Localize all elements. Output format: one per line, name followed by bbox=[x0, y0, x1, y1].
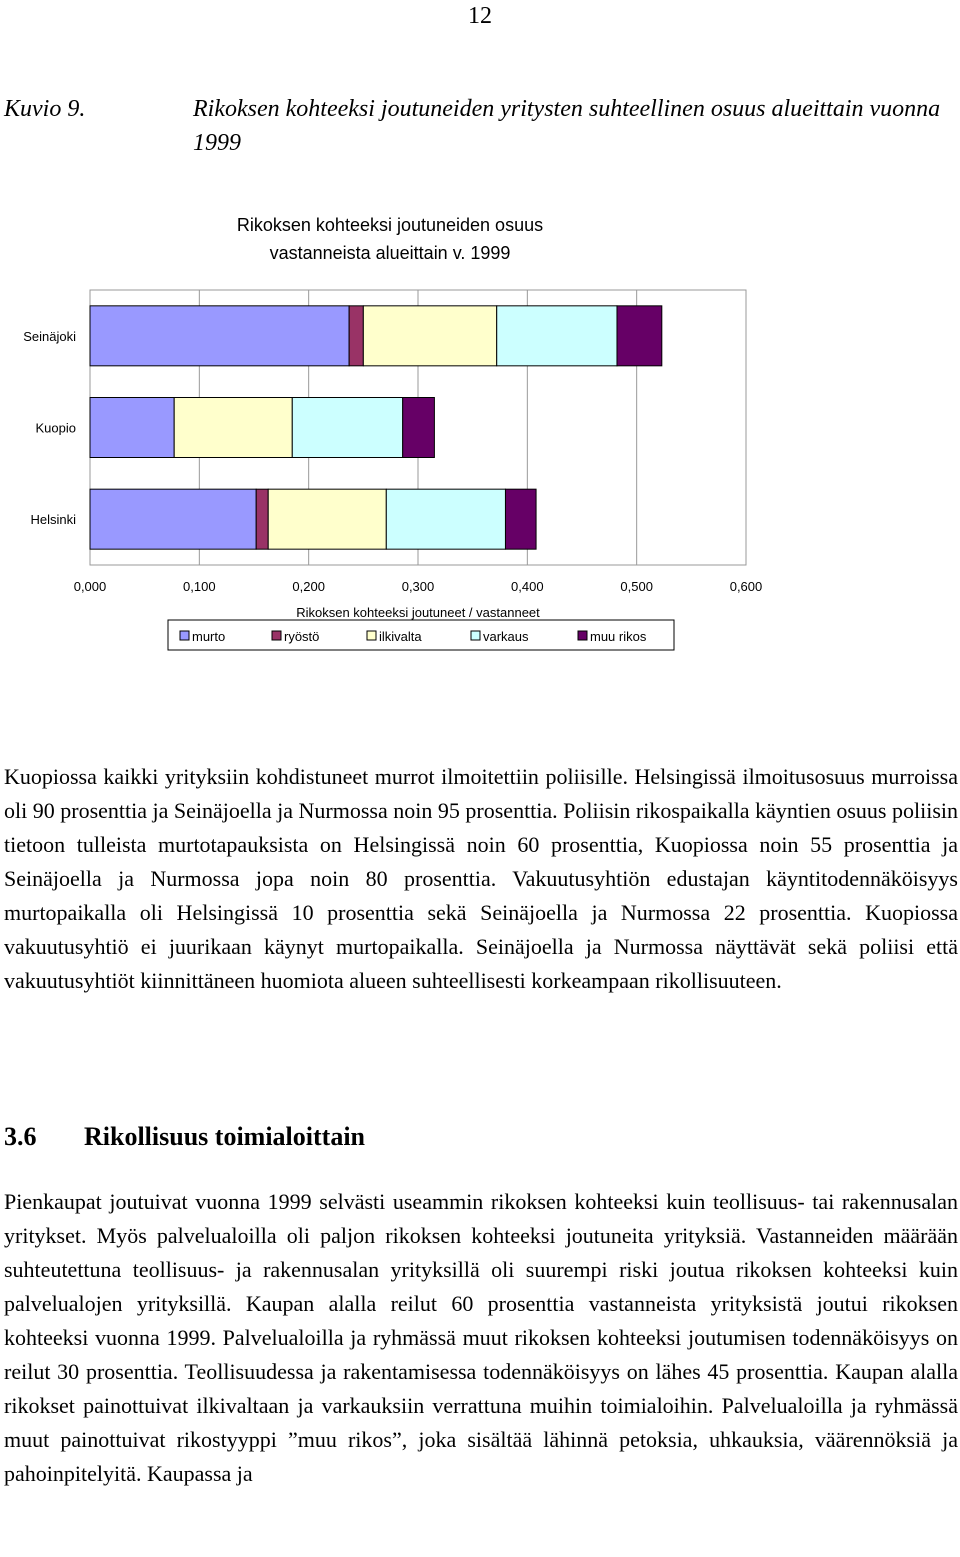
category-label: Seinäjoki bbox=[23, 328, 76, 344]
body-paragraph-2: Pienkaupat joutuivat vuonna 1999 selvästi useammin rikoksen kohteeksi kuin teollisuus- tai rakennusalan yritykset. Myös palvelualoilla oli paljon rikoksen kohteeksi joutuneita yrityksiä. Vastanneiden määrään suhteutettuna teollisuus- ja rakennusalan yrityksillä oli suurempi riski joutua rikoksen kohteeksi kuin palvelualojen yrityksillä. Kaupan alalla reilut 60 prosenttia vastanneista yrityksistä joutui rikoksen kohteeksi vuonna 1999. Palvelualoilla ja ryhmässä muut rikoksen kohteeksi joutumisen todennäköisyys on reilut 30 prosenttia. Teollisuudessa ja rakentamisessa todennäköisyys on lähes 45 prosenttia. Kaupan alalla rikokset painottuivat ilkivaltaan ja varkauksiin verrattuna muihin toimialoihin. Palvelualoilla ja ryhmässä muut painottuivat rikostyyppi ”muu rikos”, joka sisältää lähinnä petoksia, uhkauksia, väärennöksiä ja pahoinpitelyitä. Kaupassa ja bbox=[4, 1189, 958, 1486]
x-tick-label: 0,100 bbox=[183, 579, 216, 594]
legend-label: murto bbox=[192, 629, 226, 644]
x-tick-label: 0,500 bbox=[620, 579, 653, 594]
x-tick-label: 0,400 bbox=[511, 579, 544, 594]
bar-segment bbox=[363, 306, 496, 366]
bar-segment bbox=[349, 306, 363, 366]
legend-swatch bbox=[578, 631, 587, 640]
legend-label: ilkivalta bbox=[379, 629, 422, 644]
bar-segment bbox=[617, 306, 662, 366]
bar-segment bbox=[497, 306, 617, 366]
bar-segment bbox=[90, 489, 256, 549]
page-number: 12 bbox=[468, 3, 492, 29]
bar-segment bbox=[268, 489, 386, 549]
chart-title-line: vastanneista alueittain v. 1999 bbox=[269, 243, 511, 263]
category-label: Kuopio bbox=[35, 420, 76, 436]
bar-segment bbox=[386, 489, 505, 549]
legend-swatch bbox=[471, 631, 480, 640]
body-paragraph-1: Kuopiossa kaikki yrityksiin kohdistuneet murrot ilmoitettiin poliisille. Helsingissä ilmoitusosuus murroissa oli 90 prosenttia ja Seinäjoella ja Nurmossa noin 95 prosenttia. Poliisin rikospaikalla käyntien osuus poliisin tietoon tulleista murtotapauksista on Helsingissä noin 60 prosenttia, Kuopiossa noin 55 prosenttia ja Seinäjoella ja Nurmossa jopa noin 80 prosenttia. Vakuutusyhtiön edustajan käyntitodennäköisyys murtopaikalla oli Helsingissä 10 prosenttia sekä Seinäjoella ja Nurmossa 22 prosenttia. Kuopiossa vakuutusyhtiö ei juurikaan käynyt murtopaikalla. Seinäjoella ja Nurmossa näyttävät sekä poliisi että vakuutusyhtiöt kiinnittäneen huomiota alueen suhteellisesti korkeampaan rikollisuuteen. bbox=[4, 764, 958, 993]
bar-segment bbox=[174, 398, 292, 458]
legend-label: varkaus bbox=[483, 629, 529, 644]
legend-swatch bbox=[272, 631, 281, 640]
bar-segment bbox=[292, 398, 402, 458]
figure-caption-text: Rikoksen kohteeksi joutuneiden yritysten suhteellinen osuus alueittain vuonna 1999 bbox=[193, 96, 941, 156]
legend-label: muu rikos bbox=[590, 629, 647, 644]
x-tick-label: 0,600 bbox=[729, 579, 763, 594]
figure-label: Kuvio 9. bbox=[4, 96, 86, 122]
legend-swatch bbox=[180, 631, 189, 640]
figure-caption bbox=[4, 92, 954, 160]
section-number: 3.6 bbox=[4, 1122, 37, 1151]
section-heading bbox=[4, 1120, 365, 1154]
section-title: Rikollisuus toimialoittain bbox=[84, 1122, 365, 1151]
bar-segment bbox=[403, 398, 435, 458]
x-axis-label: Rikoksen kohteeksi joutuneet / vastanneet bbox=[296, 605, 540, 620]
legend-label: ryöstö bbox=[284, 629, 320, 644]
bar-segment bbox=[505, 489, 536, 549]
chart-title-line: Rikoksen kohteeksi joutuneiden osuus bbox=[236, 215, 544, 235]
legend-swatch bbox=[367, 631, 376, 640]
x-tick-label: 0,000 bbox=[73, 579, 107, 594]
bar-segment bbox=[256, 489, 268, 549]
stacked-bar-chart bbox=[0, 200, 960, 680]
x-tick-label: 0,200 bbox=[292, 579, 325, 594]
bar-segment bbox=[90, 306, 349, 366]
bar-segment bbox=[90, 398, 174, 458]
category-label: Helsinki bbox=[30, 512, 76, 528]
x-tick-label: 0,300 bbox=[401, 579, 435, 594]
